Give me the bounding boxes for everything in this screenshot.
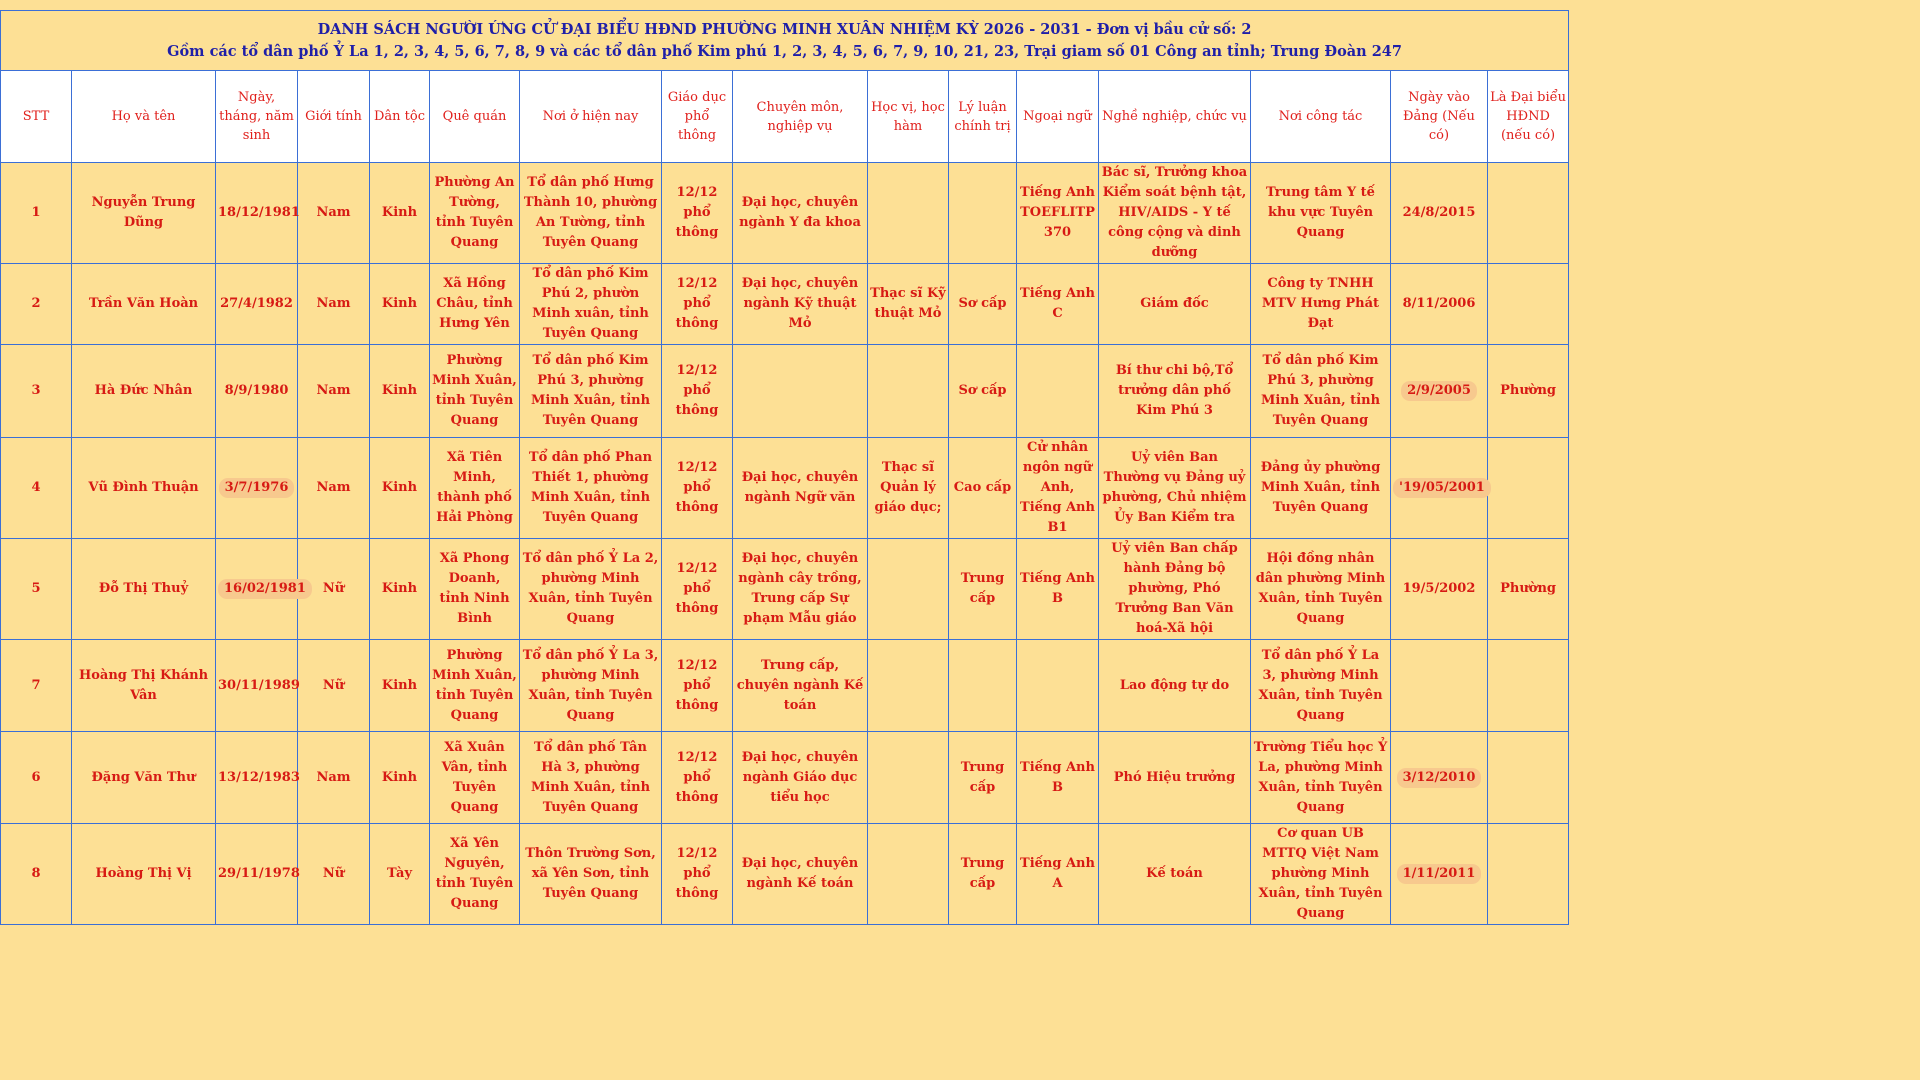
cell-party[interactable]: 24/8/2015 [1391, 163, 1488, 264]
cell-stt[interactable]: 8 [1, 824, 72, 925]
table-row [1, 732, 1569, 824]
table-row [1, 163, 1569, 264]
cell-dob[interactable]: 18/12/1981 [216, 163, 298, 264]
cell-position[interactable]: Giám đốc [1099, 264, 1251, 345]
cell-politics[interactable]: Trung cấp [949, 539, 1017, 640]
cell-gender[interactable]: Nam [298, 264, 370, 345]
header-stt[interactable]: STT [1, 71, 72, 163]
cell-hometown[interactable]: Xã Tiên Minh, thành phố Hải Phòng [430, 438, 520, 539]
cell-dob[interactable] [216, 539, 306, 640]
header-residence[interactable]: Nơi ở hiện nay [520, 71, 662, 163]
cell-dob[interactable]: 8/9/1980 [216, 345, 298, 438]
cell-hometown[interactable]: Xã Phong Doanh, tỉnh Ninh Bình [430, 539, 520, 640]
table-title[interactable] [1, 11, 1569, 71]
header-language[interactable]: Ngoại ngữ [1017, 71, 1099, 163]
header-position[interactable]: Nghề nghiệp, chức vụ [1099, 71, 1251, 163]
cell-politics[interactable] [949, 640, 1017, 732]
cell-hometown[interactable]: Xã Xuân Vân, tỉnh Tuyên Quang [430, 732, 520, 824]
table-row [1, 640, 1569, 732]
cell-language[interactable] [1017, 640, 1099, 732]
cell-politics[interactable]: Sơ cấp [949, 264, 1017, 345]
cell-degree[interactable]: Thạc sĩ Kỹ thuật Mỏ [868, 264, 949, 345]
cell-politics[interactable]: Trung cấp [949, 824, 1017, 925]
cell-education[interactable]: 12/12 phổ thông [662, 264, 733, 345]
header-gender[interactable]: Giới tính [298, 71, 370, 163]
highlighted-value: 3/7/1976 [219, 478, 295, 498]
cell-education[interactable]: 12/12 phổ thông [662, 640, 733, 732]
cell-workplace[interactable]: Tổ dân phố Ỷ La 3, phường Minh Xuân, tỉnh Tuyên Quang [1251, 640, 1391, 732]
cell-education[interactable]: 12/12 phổ thông [662, 824, 733, 925]
header-delegate[interactable]: Là Đại biểu HĐND (nếu có) [1488, 71, 1569, 163]
cell-language[interactable]: Tiếng Anh B [1017, 539, 1099, 640]
header-name[interactable]: Họ và tên [72, 71, 216, 163]
cell-position[interactable]: Phó Hiệu trưởng [1099, 732, 1251, 824]
cell-ethnic[interactable]: Kinh [370, 345, 430, 438]
cell-degree[interactable] [868, 345, 949, 438]
cell-specialty[interactable]: Đại học, chuyên ngành Ngữ văn [733, 438, 868, 539]
cell-delegate[interactable] [1488, 438, 1569, 539]
cell-delegate[interactable] [1488, 264, 1569, 345]
header-specialty[interactable]: Chuyên môn, nghiệp vụ [733, 71, 868, 163]
cell-delegate[interactable]: Phường [1488, 539, 1569, 640]
cell-specialty[interactable]: Trung cấp, chuyên ngành Kế toán [733, 640, 868, 732]
table-row [1, 264, 1569, 345]
cell-specialty[interactable]: Đại học, chuyên ngành Kế toán [733, 824, 868, 925]
title-row [1, 11, 1569, 71]
cell-party[interactable] [1391, 345, 1488, 438]
cell-name[interactable]: Hoàng Thị Khánh Vân [72, 640, 216, 732]
header-party-date[interactable]: Ngày vào Đảng (Nếu có) [1391, 71, 1488, 163]
cell-gender[interactable]: Nam [298, 438, 370, 539]
cell-education[interactable]: 12/12 phổ thông [662, 732, 733, 824]
cell-workplace[interactable]: Công ty TNHH MTV Hưng Phát Đạt [1251, 264, 1391, 345]
cell-ethnic[interactable]: Kinh [370, 539, 430, 640]
cell-politics[interactable]: Trung cấp [949, 732, 1017, 824]
cell-specialty[interactable]: Đại học, chuyên ngành Y đa khoa [733, 163, 868, 264]
cell-dob[interactable]: 29/11/1978 [216, 824, 298, 925]
cell-ethnic[interactable]: Kinh [370, 163, 430, 264]
cell-residence[interactable]: Tổ dân phố Kim Phú 3, phường Minh Xuân, tỉnh Tuyên Quang [520, 345, 662, 438]
cell-party[interactable] [1391, 640, 1488, 732]
cell-ethnic[interactable]: Kinh [370, 732, 430, 824]
cell-workplace[interactable]: Trung tâm Y tế khu vực Tuyên Quang [1251, 163, 1391, 264]
cell-ethnic[interactable]: Kinh [370, 264, 430, 345]
cell-residence[interactable]: Thôn Trường Sơn, xã Yên Sơn, tỉnh Tuyên Quang [520, 824, 662, 925]
cell-workplace[interactable]: Cơ quan UB MTTQ Việt Nam phường Minh Xuân, tỉnh Tuyên Quang [1251, 824, 1391, 925]
cell-position[interactable]: Kế toán [1099, 824, 1251, 925]
cell-specialty[interactable]: Đại học, chuyên ngành Giáo dục tiểu học [733, 732, 868, 824]
cell-stt[interactable]: 6 [1, 732, 72, 824]
table-row [1, 345, 1569, 438]
cell-degree[interactable] [868, 640, 949, 732]
table-row [1, 438, 1569, 539]
cell-delegate[interactable]: Phường [1488, 345, 1569, 438]
cell-residence[interactable]: Tổ dân phố Kim Phú 2, phườn Minh xuân, tỉnh Tuyên Quang [520, 264, 662, 345]
cell-delegate[interactable] [1488, 163, 1569, 264]
cell-stt[interactable]: 5 [1, 539, 72, 640]
cell-delegate[interactable] [1488, 640, 1569, 732]
cell-residence[interactable]: Tổ dân phố Tân Hà 3, phường Minh Xuân, tỉnh Tuyên Quang [520, 732, 662, 824]
cell-language[interactable] [1017, 345, 1099, 438]
cell-education[interactable]: 12/12 phổ thông [662, 438, 733, 539]
cell-specialty[interactable]: Đại học, chuyên ngành Kỹ thuật Mỏ [733, 264, 868, 345]
highlighted-value: 16/02/1981 [218, 579, 312, 599]
cell-dob[interactable]: 30/11/1989 [216, 640, 298, 732]
cell-gender[interactable]: Nam [298, 163, 370, 264]
cell-name[interactable]: Vũ Đình Thuận [72, 438, 216, 539]
highlighted-value: 2/9/2005 [1401, 381, 1477, 401]
cell-name[interactable]: Đặng Văn Thư [72, 732, 216, 824]
cell-gender[interactable]: Nữ [298, 640, 370, 732]
cell-position[interactable]: Bác sĩ, Trưởng khoa Kiểm soát bệnh tật, HIV/AIDS - Y tế công cộng và dinh dưỡng [1099, 163, 1251, 264]
cell-language[interactable]: Tiếng Anh C [1017, 264, 1099, 345]
cell-party[interactable]: 19/5/2002 [1391, 539, 1488, 640]
table-row [1, 539, 1569, 640]
header-politics[interactable]: Lý luận chính trị [949, 71, 1017, 163]
cell-specialty[interactable]: Đại học, chuyên ngành cây trồng, Trung cấp Sự phạm Mẫu giáo [733, 539, 868, 640]
cell-dob[interactable]: 13/12/1983 [216, 732, 298, 824]
cell-party[interactable] [1391, 438, 1488, 539]
cell-stt[interactable]: 4 [1, 438, 72, 539]
cell-residence[interactable]: Tổ dân phố Phan Thiết 1, phường Minh Xuân, tỉnh Tuyên Quang [520, 438, 662, 539]
cell-ethnic[interactable]: Kinh [370, 640, 430, 732]
cell-name[interactable]: Hoàng Thị Vị [72, 824, 216, 925]
cell-workplace[interactable]: Đảng ủy phường Minh Xuân, tỉnh Tuyên Quang [1251, 438, 1391, 539]
cell-gender[interactable]: Nam [298, 732, 370, 824]
cell-workplace[interactable]: Trường Tiểu học Ỷ La, phường Minh Xuân, tỉnh Tuyên Quang [1251, 732, 1391, 824]
cell-specialty[interactable] [733, 345, 868, 438]
header-dob[interactable]: Ngày, tháng, năm sinh [216, 71, 298, 163]
cell-name[interactable]: Đỗ Thị Thuỷ [72, 539, 216, 640]
cell-degree[interactable] [868, 539, 949, 640]
header-ethnic[interactable]: Dân tộc [370, 71, 430, 163]
cell-position[interactable]: Uỷ viên Ban Thường vụ Đảng uỷ phường, Chủ nhiệm Ủy Ban Kiểm tra [1099, 438, 1251, 539]
cell-gender[interactable]: Nữ [298, 539, 370, 640]
cell-hometown[interactable]: Phường Minh Xuân, tỉnh Tuyên Quang [430, 345, 520, 438]
header-workplace[interactable]: Nơi công tác [1251, 71, 1391, 163]
cell-gender[interactable]: Nam [298, 345, 370, 438]
highlighted-value: 1/11/2011 [1397, 864, 1482, 884]
cell-language[interactable]: Tiếng Anh TOEFLITP 370 [1017, 163, 1099, 264]
cell-degree[interactable] [868, 732, 949, 824]
cell-residence[interactable]: Tổ dân phố Ỷ La 3, phường Minh Xuân, tỉnh Tuyên Quang [520, 640, 662, 732]
cell-ethnic[interactable]: Kinh [370, 438, 430, 539]
cell-education[interactable]: 12/12 phổ thông [662, 539, 733, 640]
table-body [1, 163, 1569, 925]
cell-ethnic[interactable]: Tày [370, 824, 430, 925]
cell-language[interactable]: Tiếng Anh A [1017, 824, 1099, 925]
cell-dob[interactable]: 27/4/1982 [216, 264, 298, 345]
cell-hometown[interactable]: Phường An Tường, tỉnh Tuyên Quang [430, 163, 520, 264]
cell-residence[interactable]: Tổ dân phố Ỷ La 2, phường Minh Xuân, tỉnh Tuyên Quang [520, 539, 662, 640]
cell-name[interactable]: Trần Văn Hoàn [72, 264, 216, 345]
cell-stt[interactable]: 2 [1, 264, 72, 345]
cell-language[interactable]: Cử nhân ngôn ngữ Anh, Tiếng Anh B1 [1017, 438, 1099, 539]
cell-party[interactable] [1391, 824, 1488, 925]
cell-position[interactable]: Uỷ viên Ban chấp hành Đảng bộ phường, Phó Trưởng Ban Văn hoá-Xã hội [1099, 539, 1251, 640]
cell-degree[interactable]: Thạc sĩ Quản lý giáo dục; [868, 438, 949, 539]
title-line-2: Gồm các tổ dân phố Ỷ La 1, 2, 3, 4, 5, 6, 7, 8, 9 và các tổ dân phố Kim phú 1, 2, 3, 4, 5, 6, 7, 9, 10, 21, 23, Trại giam số 01 Công an tỉnh; Trung Đoàn 247 [167, 42, 1402, 60]
candidate-table [0, 10, 1569, 925]
cell-dob[interactable] [216, 438, 298, 539]
cell-name[interactable]: Hà Đức Nhân [72, 345, 216, 438]
header-hometown[interactable]: Quê quán [430, 71, 520, 163]
cell-residence[interactable]: Tổ dân phố Hưng Thành 10, phường An Tường, tỉnh Tuyên Quang [520, 163, 662, 264]
cell-name[interactable]: Nguyễn Trung Dũng [72, 163, 216, 264]
table-row [1, 824, 1569, 925]
cell-gender[interactable]: Nữ [298, 824, 370, 925]
cell-degree[interactable] [868, 824, 949, 925]
header-row [1, 71, 1569, 163]
cell-politics[interactable]: Cao cấp [949, 438, 1017, 539]
cell-hometown[interactable]: Xã Yên Nguyên, tỉnh Tuyên Quang [430, 824, 520, 925]
cell-politics[interactable] [949, 163, 1017, 264]
cell-education[interactable]: 12/12 phổ thông [662, 163, 733, 264]
cell-stt[interactable]: 1 [1, 163, 72, 264]
cell-hometown[interactable]: Xã Hồng Châu, tỉnh Hưng Yên [430, 264, 520, 345]
cell-language[interactable]: Tiếng Anh B [1017, 732, 1099, 824]
header-degree[interactable]: Học vị, học hàm [868, 71, 949, 163]
cell-position[interactable]: Lao động tự do [1099, 640, 1251, 732]
cell-hometown[interactable]: Phường Minh Xuân, tỉnh Tuyên Quang [430, 640, 520, 732]
cell-delegate[interactable] [1488, 732, 1569, 824]
cell-position[interactable]: Bí thư chi bộ,Tổ trưởng dân phố Kim Phú 3 [1099, 345, 1251, 438]
cell-education[interactable]: 12/12 phổ thông [662, 345, 733, 438]
header-education[interactable]: Giáo dục phổ thông [662, 71, 733, 163]
cell-party[interactable] [1391, 732, 1488, 824]
cell-stt[interactable]: 3 [1, 345, 72, 438]
cell-workplace[interactable]: Hội đồng nhân dân phường Minh Xuân, tỉnh Tuyên Quang [1251, 539, 1391, 640]
cell-stt[interactable]: 7 [1, 640, 72, 732]
highlighted-value: '19/05/2001 [1393, 478, 1491, 498]
cell-degree[interactable] [868, 163, 949, 264]
cell-party[interactable]: 8/11/2006 [1391, 264, 1488, 345]
cell-politics[interactable]: Sơ cấp [949, 345, 1017, 438]
title-line-1: DANH SÁCH NGƯỜI ỨNG CỬ ĐẠI BIỂU HĐND PHƯỜNG MINH XUÂN NHIỆM KỲ 2026 - 2031 - Đơn vị bầu cử số: 2 [317, 20, 1252, 38]
cell-delegate[interactable] [1488, 824, 1569, 925]
highlighted-value: 3/12/2010 [1397, 768, 1482, 788]
cell-workplace[interactable]: Tổ dân phố Kim Phú 3, phường Minh Xuân, tỉnh Tuyên Quang [1251, 345, 1391, 438]
